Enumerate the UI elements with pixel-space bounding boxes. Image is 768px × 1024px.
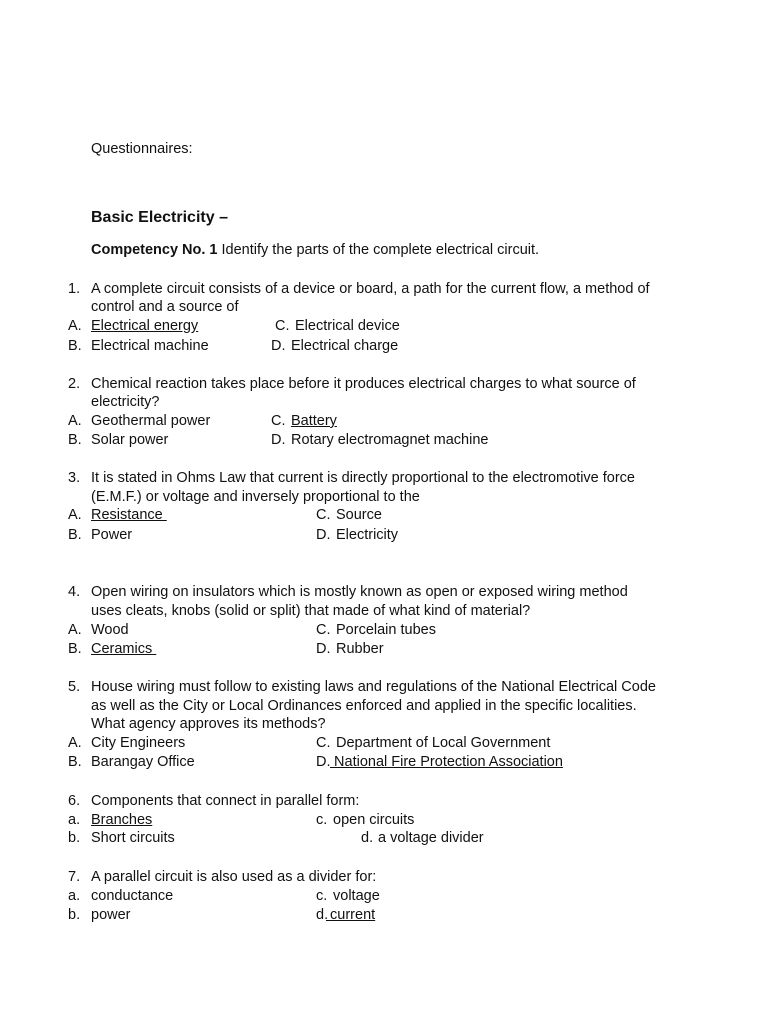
option-letter: a. xyxy=(68,812,81,828)
question-text-line: control and a source of xyxy=(91,299,239,315)
option-text-correct: Branches xyxy=(91,812,153,828)
option-letter: a. xyxy=(68,888,81,904)
question-text-line: (E.M.F.) or voltage and inversely proportional to the xyxy=(91,489,420,505)
option-text: Wood xyxy=(91,622,129,638)
question-text-line: It is stated in Ohms Law that current is directly proportional to the electromotive force xyxy=(91,470,635,486)
option-letter: D. xyxy=(316,641,331,657)
question-text-line: Open wiring on insulators which is mostly known as open or exposed wiring method xyxy=(91,584,628,600)
option-text: Barangay Office xyxy=(91,754,195,770)
option-text-correct: Ceramics xyxy=(91,641,157,657)
option-letter: D. xyxy=(316,527,331,543)
option-letter: A. xyxy=(68,507,82,523)
option-text: Solar power xyxy=(91,432,169,448)
competency-line xyxy=(91,241,539,260)
option-letter: C. xyxy=(271,413,286,429)
option-text: Power xyxy=(91,527,133,543)
question-text-line: What agency approves its methods? xyxy=(91,716,326,732)
option-bullet: b. xyxy=(68,830,81,846)
option-text: Electrical machine xyxy=(91,338,209,354)
option-text: Department of Local Government xyxy=(336,735,551,751)
question-number: 6. xyxy=(68,793,81,809)
option-text: Porcelain tubes xyxy=(336,622,436,638)
question-text-line: as well as the City or Local Ordinances enforced and applied in the specific localities. xyxy=(91,698,637,714)
question-text-line: House wiring must follow to existing laws and regulations of the National Electrical Code xyxy=(91,679,656,695)
option-letter: A. xyxy=(68,318,82,334)
option-letter: C. xyxy=(316,507,331,523)
question-number: 2. xyxy=(68,376,81,392)
option-text: Electricity xyxy=(336,527,399,543)
option-letter: D. xyxy=(271,432,286,448)
option-letter: C. xyxy=(316,622,331,638)
option-letter: d. xyxy=(316,907,329,923)
section-title: Basic Electricity – xyxy=(91,209,228,226)
question-text-line: Chemical reaction takes place before it produces electrical charges to what source of xyxy=(91,376,636,392)
option-letter: A. xyxy=(68,622,82,638)
option-letter: B. xyxy=(68,527,82,543)
option-letter: c. xyxy=(316,812,328,828)
option-letter: c. xyxy=(316,888,328,904)
heading: Questionnaires: xyxy=(91,141,193,157)
option-text: Geothermal power xyxy=(91,413,211,429)
option-text: open circuits xyxy=(333,812,415,828)
question-number: 5. xyxy=(68,679,81,695)
question-text-line: A complete circuit consists of a device or board, a path for the current flow, a method of xyxy=(91,281,650,297)
option-letter: C. xyxy=(316,735,331,751)
competency-label: Competency No. 1 xyxy=(91,242,218,258)
option-letter: B. xyxy=(68,338,82,354)
option-text-correct: current xyxy=(326,907,376,923)
option-text-correct: Electrical energy xyxy=(91,318,199,334)
question-number: 7. xyxy=(68,869,81,885)
option-letter: B. xyxy=(68,432,82,448)
option-text-correct: National Fire Protection Association xyxy=(330,754,563,770)
question-text-line: uses cleats, knobs (solid or split) that made of what kind of material? xyxy=(91,603,531,619)
question-number: 1. xyxy=(68,281,81,297)
option-text: Electrical device xyxy=(295,318,400,334)
option-letter: D. xyxy=(316,754,331,770)
option-letter: B. xyxy=(68,754,82,770)
option-text: Source xyxy=(336,507,382,523)
option-letter: d. xyxy=(361,830,374,846)
option-text: conductance xyxy=(91,888,174,904)
option-letter: b. xyxy=(68,907,81,923)
option-letter: A. xyxy=(68,735,82,751)
competency-text: Identify the parts of the complete electrical circuit. xyxy=(217,242,540,258)
option-text: Rotary electromagnet machine xyxy=(291,432,489,448)
option-text: a voltage divider xyxy=(378,830,484,846)
option-text-correct: Battery xyxy=(291,413,337,429)
option-text: voltage xyxy=(333,888,380,904)
option-letter: B. xyxy=(68,641,82,657)
option-letter: D. xyxy=(271,338,286,354)
question-number: 3. xyxy=(68,470,81,486)
question-text-line: A parallel circuit is also used as a divider for: xyxy=(91,869,377,885)
option-letter: C. xyxy=(275,318,290,334)
option-text: power xyxy=(91,907,131,923)
question-number: 4. xyxy=(68,584,81,600)
option-text: Electrical charge xyxy=(291,338,399,354)
option-text: City Engineers xyxy=(91,735,186,751)
option-letter: A. xyxy=(68,413,82,429)
option-text: Rubber xyxy=(336,641,384,657)
question-text-line: Components that connect in parallel form: xyxy=(91,793,360,809)
option-text-correct: Resistance xyxy=(91,507,167,523)
option-text: Short circuits xyxy=(91,830,175,846)
question-text-line: electricity? xyxy=(91,394,160,410)
